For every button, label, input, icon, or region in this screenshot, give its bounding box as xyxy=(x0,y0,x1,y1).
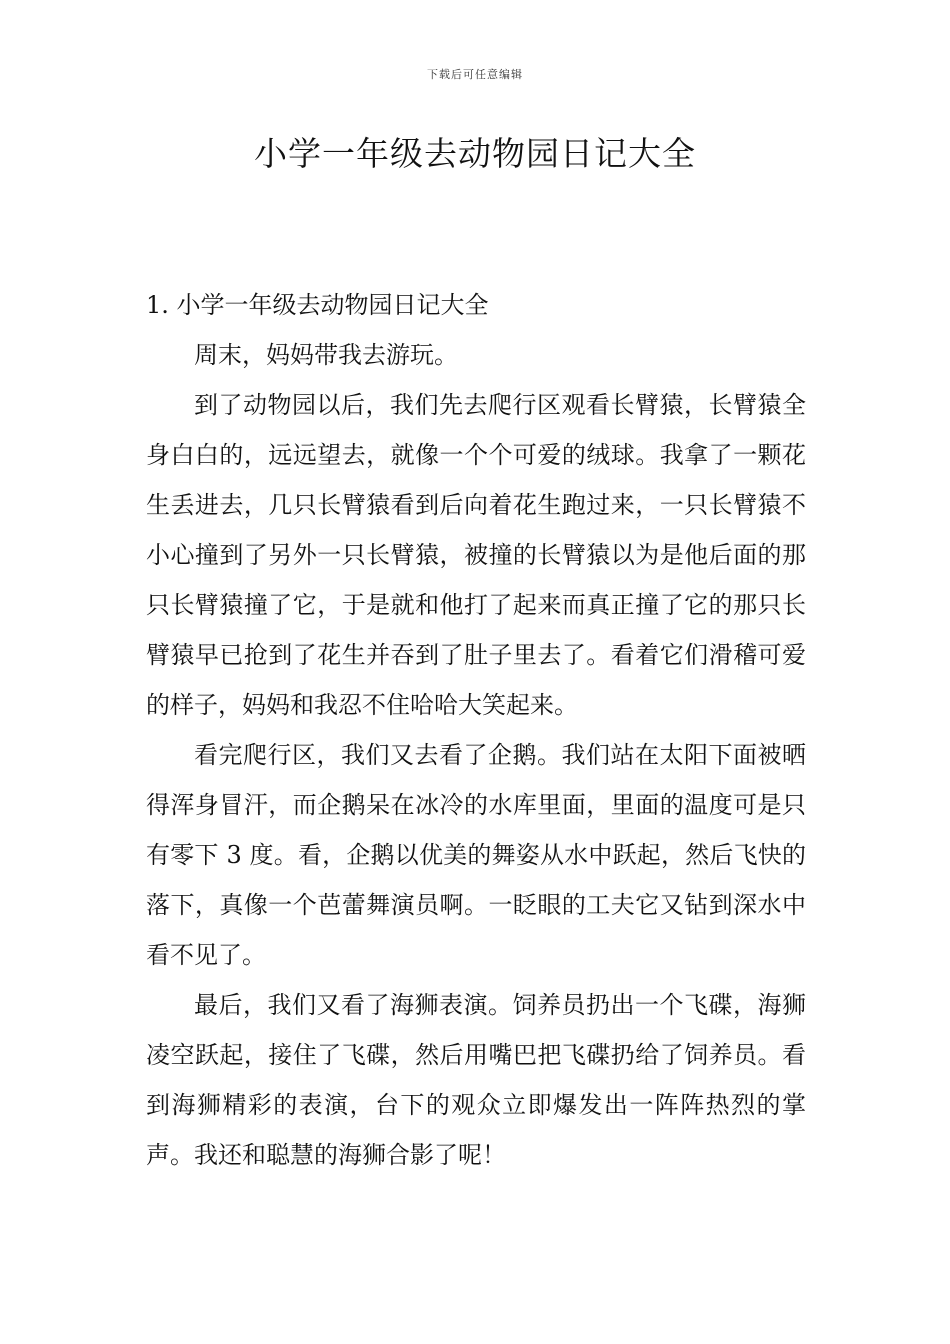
document-title: 小学一年级去动物园日记大全 xyxy=(254,134,696,173)
paragraph-4: 最后，我们又看了海狮表演。饲养员扔出一个飞碟，海狮凌空跃起，接住了飞碟，然后用嘴巴把飞碟扔给了饲养员。看到海狮精彩的表演，台下的观众立即爆发出一阵阵热烈的掌声。我还和聪慧的海狮合影了呢！ xyxy=(146,991,806,1169)
paragraph-3: 看完爬行区，我们又去看了企鹅。我们站在太阳下面被晒得浑身冒汗，而企鹅呆在冰冷的水库里面，里面的温度可是只有零下 3 度。看，企鹅以优美的舞姿从水中跃起，然后飞快的落下，真像一个芭蕾舞演员啊。一眨眼的工夫它又钻到深水中看不见了。 xyxy=(146,741,806,969)
document-body xyxy=(146,280,806,1180)
section-heading: 1. 小学一年级去动物园日记大全 xyxy=(146,291,489,319)
header-note: 下载后可任意编辑 xyxy=(427,68,523,81)
paragraph-2: 到了动物园以后，我们先去爬行区观看长臂猿，长臂猿全身白白的，远远望去，就像一个个可爱的绒球。我拿了一颗花生丢进去，几只长臂猿看到后向着花生跑过来，一只长臂猿不小心撞到了另外一只长臂猿，被撞的长臂猿以为是他后面的那只长臂猿撞了它，于是就和他打了起来而真正撞了它的那只长臂猿早已抢到了花生并吞到了肚子里去了。看着它们滑稽可爱的样子，妈妈和我忍不住哈哈大笑起来。 xyxy=(146,391,806,719)
paragraph-1: 周末，妈妈带我去游玩。 xyxy=(194,341,458,369)
